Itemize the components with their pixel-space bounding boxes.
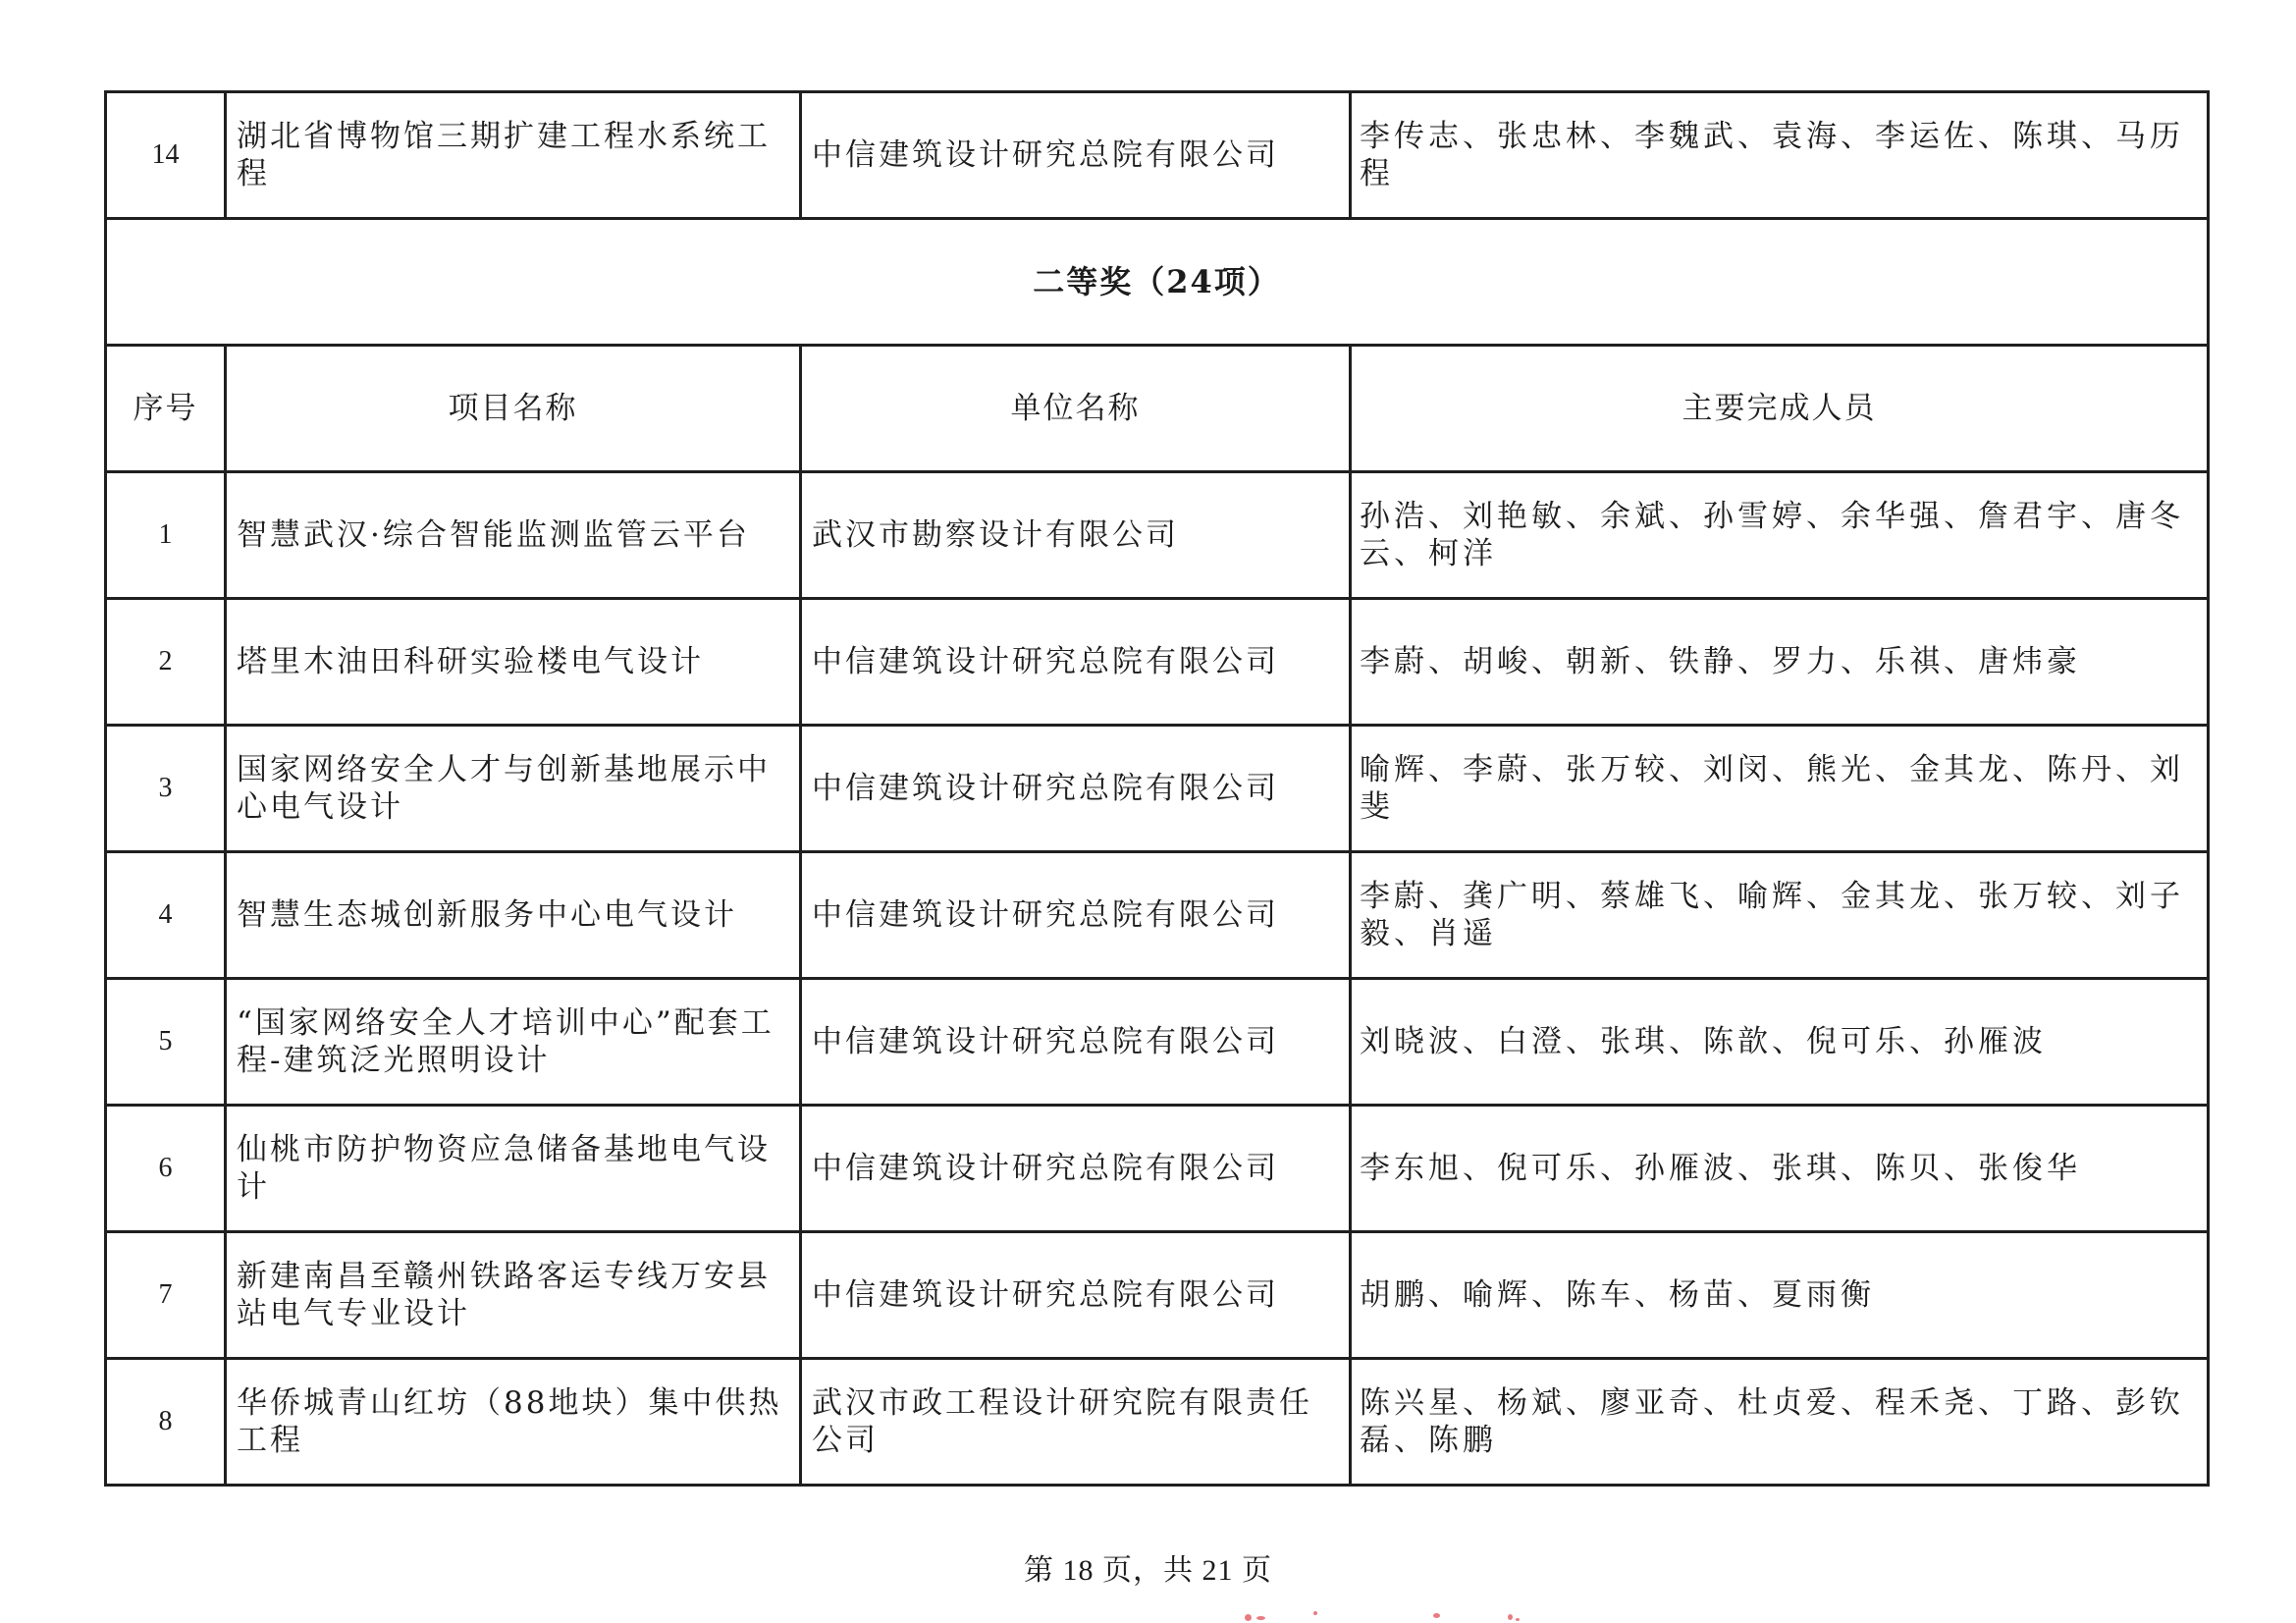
- table-row: [106, 1232, 2209, 1359]
- column-header-seq: 序号: [106, 346, 226, 472]
- row-people: 李蔚、胡峻、朝新、铁静、罗力、乐祺、唐炜豪: [1351, 599, 2209, 726]
- row-people: 喻辉、李蔚、张万较、刘闵、熊光、金其龙、陈丹、刘斐: [1351, 726, 2209, 852]
- row-seq: 6: [106, 1106, 226, 1232]
- row-unit-name: 中信建筑设计研究总院有限公司: [801, 726, 1351, 852]
- row-seq: 7: [106, 1232, 226, 1359]
- row-people: 李东旭、倪可乐、孙雁波、张琪、陈贝、张俊华: [1351, 1106, 2209, 1232]
- table-row: [106, 1106, 2209, 1232]
- awards-table: [104, 90, 2210, 1487]
- row-unit-name: 中信建筑设计研究总院有限公司: [801, 1106, 1351, 1232]
- row-project-name: 智慧生态城创新服务中心电气设计: [226, 852, 801, 979]
- row-unit-name: 武汉市政工程设计研究院有限责任公司: [801, 1359, 1351, 1486]
- row-project-name: 新建南昌至赣州铁路客运专线万安县站电气专业设计: [226, 1232, 801, 1359]
- table-row: [106, 1359, 2209, 1486]
- row-project-name: 仙桃市防护物资应急储备基地电气设计: [226, 1106, 801, 1232]
- row-people: 胡鹏、喻辉、陈车、杨苗、夏雨衡: [1351, 1232, 2209, 1359]
- row-seq: 2: [106, 599, 226, 726]
- section-heading-row: [106, 219, 2209, 346]
- row-project-name: 智慧武汉·综合智能监测监管云平台: [226, 472, 801, 599]
- table-row: [106, 472, 2209, 599]
- row-seq: 8: [106, 1359, 226, 1486]
- section-title: 二等奖（24项）: [106, 219, 2209, 346]
- row-unit-name: 武汉市勘察设计有限公司: [801, 472, 1351, 599]
- row-seq: 4: [106, 852, 226, 979]
- row-unit-name: 中信建筑设计研究总院有限公司: [801, 92, 1351, 219]
- row-people: 李传志、张忠林、李魏武、袁海、李运佐、陈琪、马历程: [1351, 92, 2209, 219]
- row-unit-name: 中信建筑设计研究总院有限公司: [801, 1232, 1351, 1359]
- row-unit-name: 中信建筑设计研究总院有限公司: [801, 979, 1351, 1106]
- row-unit-name: 中信建筑设计研究总院有限公司: [801, 599, 1351, 726]
- row-seq: 14: [106, 92, 226, 219]
- table-row: [106, 726, 2209, 852]
- row-project-name: 国家网络安全人才与创新基地展示中心电气设计: [226, 726, 801, 852]
- seal-stamp-fragment: [1237, 1608, 1629, 1623]
- table-header-row: [106, 346, 2209, 472]
- table-row: [106, 852, 2209, 979]
- row-seq: 1: [106, 472, 226, 599]
- row-people: 孙浩、刘艳敏、余斌、孙雪婷、余华强、詹君宇、唐冬云、柯洋: [1351, 472, 2209, 599]
- row-project-name: 湖北省博物馆三期扩建工程水系统工程: [226, 92, 801, 219]
- row-project-name: 塔里木油田科研实验楼电气设计: [226, 599, 801, 726]
- row-unit-name: 中信建筑设计研究总院有限公司: [801, 852, 1351, 979]
- column-header-people: 主要完成人员: [1351, 346, 2209, 472]
- row-people: 李蔚、龚广明、蔡雄飞、喻辉、金其龙、张万较、刘子毅、肖遥: [1351, 852, 2209, 979]
- row-project-name: 华侨城青山红坊（88地块）集中供热工程: [226, 1359, 801, 1486]
- page-number-footer: 第 18 页，共 21 页: [1024, 1554, 1272, 1587]
- table-row: [106, 599, 2209, 726]
- column-header-project: 项目名称: [226, 346, 801, 472]
- column-header-unit: 单位名称: [801, 346, 1351, 472]
- row-seq: 3: [106, 726, 226, 852]
- row-people: 刘晓波、白澄、张琪、陈歆、倪可乐、孙雁波: [1351, 979, 2209, 1106]
- table-row: [106, 979, 2209, 1106]
- table-row: [106, 92, 2209, 219]
- row-seq: 5: [106, 979, 226, 1106]
- row-project-name: “国家网络安全人才培训中心”配套工程-建筑泛光照明设计: [226, 979, 801, 1106]
- row-people: 陈兴星、杨斌、廖亚奇、杜贞爱、程禾尧、丁路、彭钦磊、陈鹏: [1351, 1359, 2209, 1486]
